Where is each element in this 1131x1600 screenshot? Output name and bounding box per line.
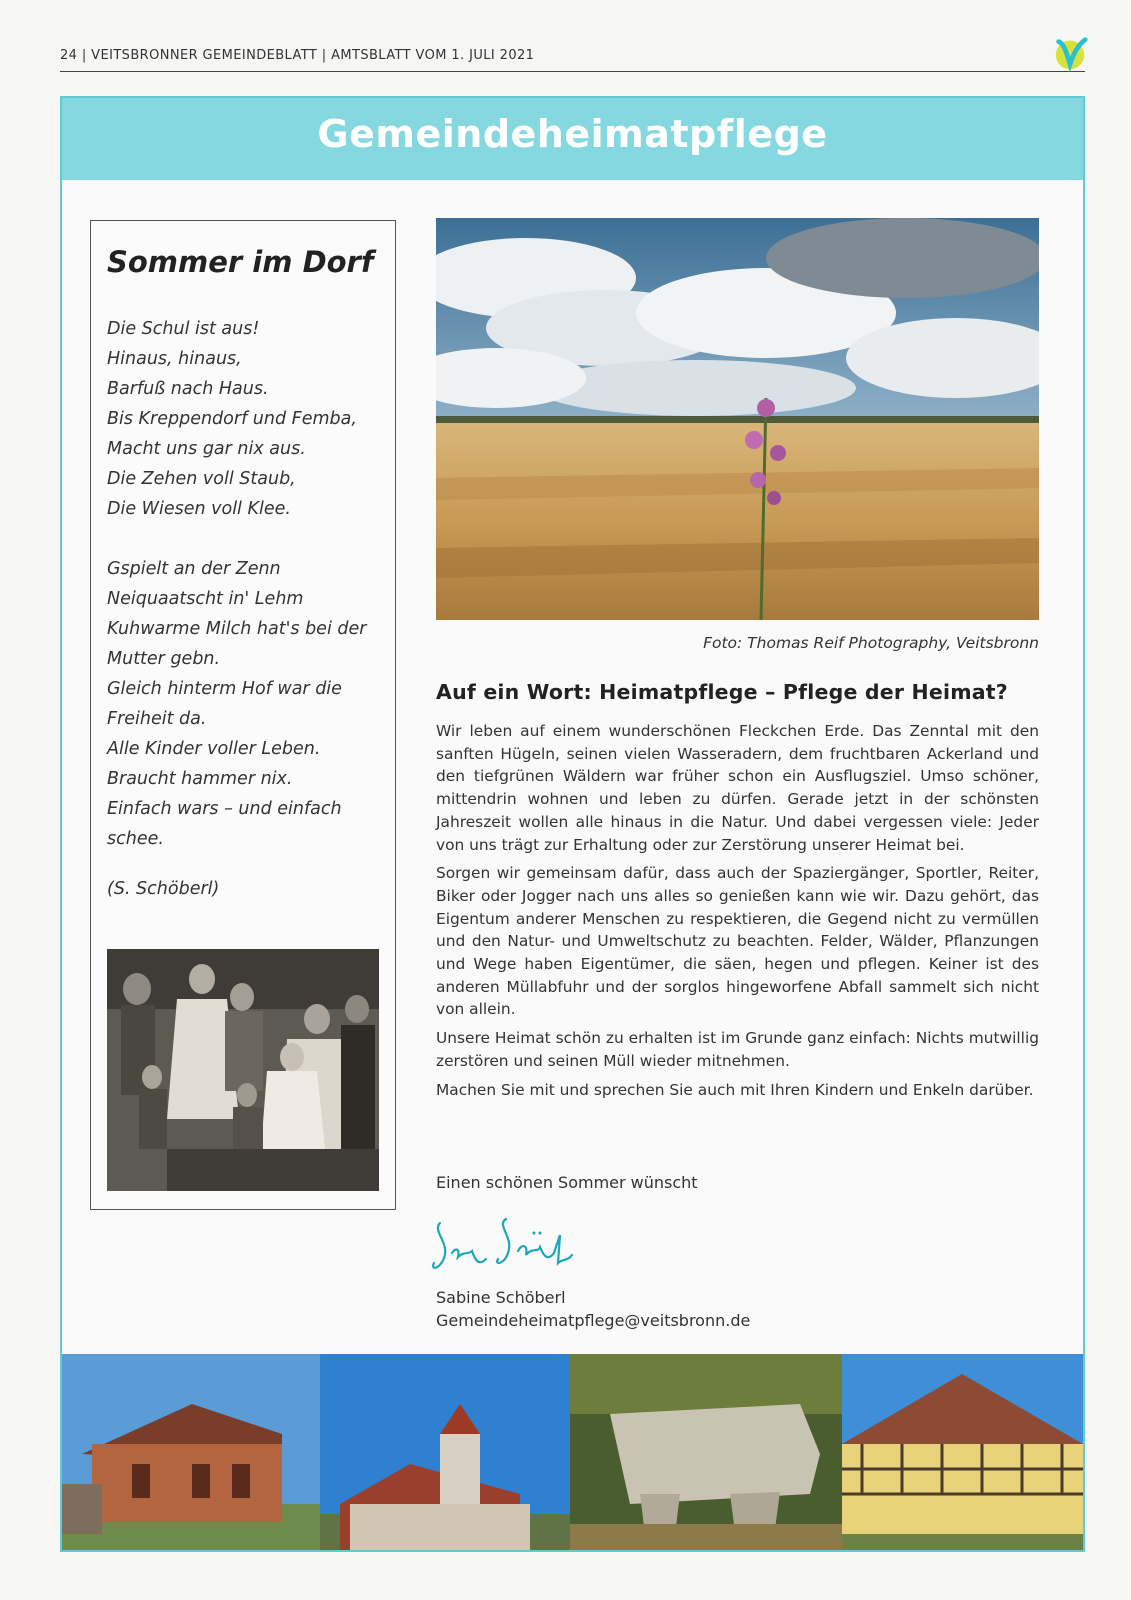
- article-paragraph: Unsere Heimat schön zu erhalten ist im Grunde ganz einfach: Nichts mutwillig zerstören und seinen Müll wieder mitnehmen.: [436, 1029, 1039, 1070]
- section-title: Gemeindeheimatpflege: [317, 112, 828, 156]
- poem-title: Sommer im Dorf: [107, 245, 374, 279]
- running-title: 24 | VEITSBRONNER GEMEINDEBLATT | AMTSBLATT VOM 1. JULI 2021: [60, 48, 535, 63]
- poem-line: Macht uns gar nix aus.: [107, 439, 306, 459]
- section-banner: [62, 98, 1083, 180]
- running-header: [60, 46, 1085, 72]
- poem-line: Freiheit da.: [107, 709, 207, 729]
- article-paragraph: Machen Sie mit und sprechen Sie auch mit Ihren Kindern und Enkeln darüber.: [436, 1080, 1034, 1099]
- poem-line: Bis Kreppendorf und Femba,: [107, 409, 357, 429]
- signer-email[interactable]: Gemeindeheimatpflege@veitsbronn.de: [436, 1311, 751, 1330]
- poem-line: Neiquaatscht in' Lehm: [107, 589, 304, 609]
- poem-text: [107, 314, 392, 854]
- handwritten-signature: [430, 1203, 580, 1285]
- article-heading: Auf ein Wort: Heimatpflege – Pflege der Heimat?: [436, 680, 1008, 704]
- stone-block-photo: [570, 1354, 842, 1550]
- signer-block: [436, 1286, 750, 1332]
- signer-name: Sabine Schöberl: [436, 1288, 566, 1307]
- poem-line: Gspielt an der Zenn: [107, 559, 281, 579]
- poem-line: Einfach wars – und einfach: [107, 799, 342, 819]
- closing-line: Einen schönen Sommer wünscht: [436, 1173, 698, 1192]
- section-frame: [60, 96, 1085, 1552]
- stanza-gap: [107, 524, 392, 554]
- article-paragraph: Wir leben auf einem wunderschönen Fleckchen Erde. Das Zenntal mit den sanften Hügeln, seinen vielen Wasseradern, dem fruchtbaren Ackerland und den tiefgrünen Wäldern war früher schon ein Ausflugsziel. Umso schöner, mittendrin wohnen und leben zu dürfen. Gerade jetzt in der schönsten Jahreszeit wollen alle hinaus in die Natur. Und dabei vergessen viele: Jeder von uns trägt zur Erhaltung oder zur Zerstörung unserer Heimat bei.: [436, 722, 1039, 854]
- poem-line: Barfuß nach Haus.: [107, 379, 269, 399]
- poem-line: Die Zehen voll Staub,: [107, 469, 296, 489]
- article-body: [436, 720, 1039, 1107]
- poem-line: Braucht hammer nix.: [107, 769, 293, 789]
- poem-line: Gleich hinterm Hof war die: [107, 679, 342, 699]
- old-station-building-photo: [62, 1354, 320, 1550]
- poem-line: Mutter gebn.: [107, 649, 221, 669]
- poem-line: schee.: [107, 829, 164, 849]
- poem-line: Die Wiesen voll Klee.: [107, 499, 291, 519]
- poem-line: Alle Kinder voller Leben.: [107, 739, 321, 759]
- poem-line: Hinaus, hinaus,: [107, 349, 242, 369]
- photo-credit: Foto: Thomas Reif Photography, Veitsbronn: [703, 634, 1039, 652]
- veitsbronn-logo-icon: [1051, 34, 1089, 72]
- half-timbered-house-photo: [842, 1354, 1083, 1550]
- poem-box: [90, 220, 396, 1210]
- wheat-field-photo: [436, 218, 1039, 620]
- poem-author: (S. Schöberl): [107, 879, 220, 899]
- article-paragraph: Sorgen wir gemeinsam dafür, dass auch der Spaziergänger, Sportler, Reiter, Biker oder Jogger nach uns alles so genießen kann wie wir. Dazu gehört, das Eigentum anderer Menschen zu respektieren, die Gegend nicht zu vermüllen und den Natur- und Umweltschutz zu beachten. Felder, Wälder, Pflanzungen und Wege haben Eigentümer, die säen, hegen und pflegen. Keiner ist des anderen Müllabfuhr und der sorglos hingeworfene Abfall sammelt sich nicht von allein.: [436, 864, 1039, 1019]
- photo-strip: [62, 1354, 1083, 1550]
- old-children-photo: [107, 949, 379, 1191]
- church-tower-photo: [320, 1354, 570, 1550]
- poem-line: Kuhwarme Milch hat's bei der: [107, 619, 367, 639]
- poem-line: Die Schul ist aus!: [107, 319, 260, 339]
